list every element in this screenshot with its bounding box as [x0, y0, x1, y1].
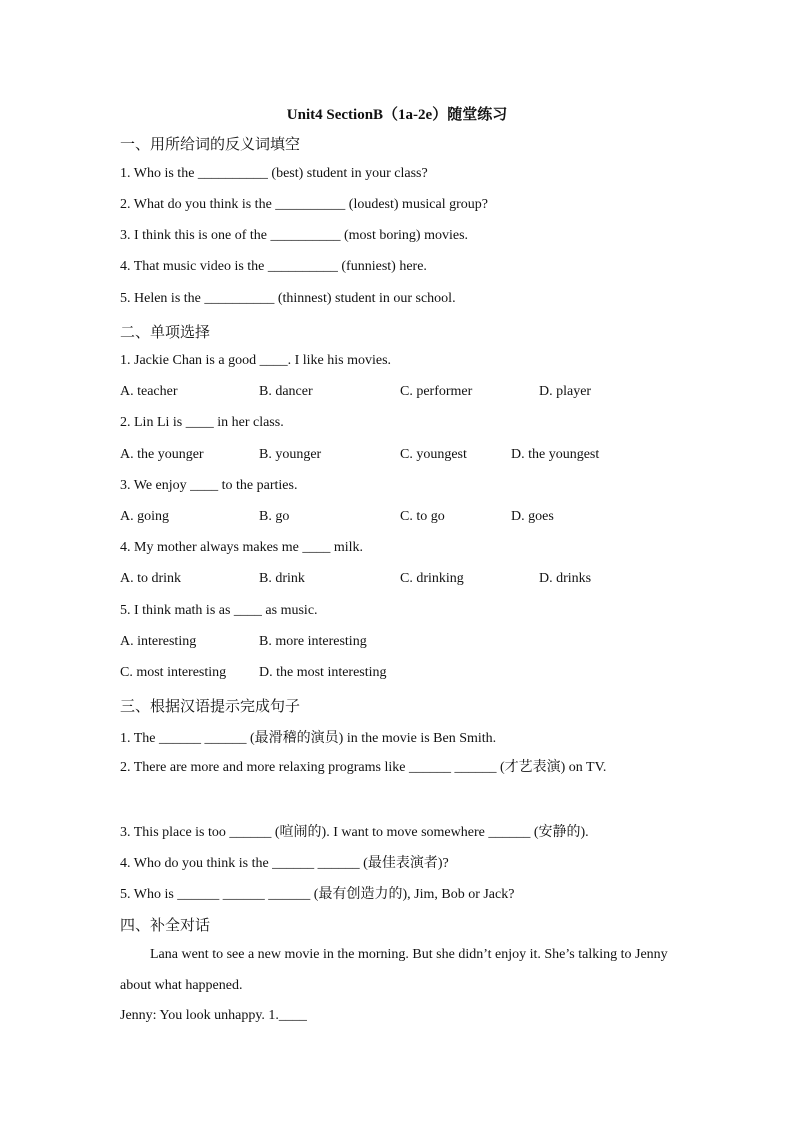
mc3-option-a: A. going: [120, 509, 169, 524]
mc3-option-c: C. to go: [400, 509, 445, 524]
mc2-option-c: C. youngest: [400, 447, 467, 462]
mc2-option-b: B. younger: [259, 447, 322, 462]
mc3-option-b: B. go: [259, 509, 290, 524]
translation-item-4: 4. Who do you think is the ______ ______ (最佳表演者)?: [120, 856, 449, 871]
mc4-option-b: B. drink: [259, 571, 305, 586]
mc-question-3: 3. We enjoy ____ to the parties.: [120, 478, 298, 493]
mc1-option-c: C. performer: [400, 384, 473, 399]
dialog-intro-paragraph: Lana went to see a new movie in the morning. But she didn’t enjoy it. She’s talking to Jenny about what happened.: [120, 947, 668, 993]
mc4-option-c: C. drinking: [400, 571, 464, 586]
mc4-option-a: A. to drink: [120, 571, 182, 586]
mc-question-1: 1. Jackie Chan is a good ____. I like his movies.: [120, 353, 392, 368]
antonym-item-5: 5. Helen is the __________ (thinnest) student in our school.: [120, 291, 456, 306]
translation-item-2: 2. There are more and more relaxing programs like ______ ______ (才艺表演) on TV.: [120, 760, 607, 775]
antonym-item-4: 4. That music video is the __________ (funniest) here.: [120, 259, 427, 274]
antonym-item-2: 2. What do you think is the __________ (loudest) musical group?: [120, 197, 488, 212]
mc4-option-d: D. drinks: [539, 571, 592, 586]
section-heading-translation: 三、根据汉语提示完成句子: [120, 697, 301, 715]
antonym-item-1: 1. Who is the __________ (best) student in your class?: [120, 166, 428, 181]
mc1-option-a: A. teacher: [120, 384, 178, 399]
mc5-option-a: A. interesting: [120, 634, 197, 649]
mc1-option-b: B. dancer: [259, 384, 313, 399]
mc5-option-c: C. most interesting: [120, 665, 227, 680]
translation-item-3: 3. This place is too ______ (喧闹的). I want to move somewhere ______ (安静的).: [120, 825, 589, 840]
section-heading-multiple-choice: 二、单项选择: [120, 323, 211, 341]
mc5-option-b: B. more interesting: [259, 634, 367, 649]
mc2-option-d: D. the youngest: [511, 447, 600, 462]
mc5-option-d: D. the most interesting: [259, 665, 387, 680]
translation-item-5: 5. Who is ______ ______ ______ (最有创造力的), Jim, Bob or Jack?: [120, 887, 515, 902]
mc-question-2: 2. Lin Li is ____ in her class.: [120, 415, 284, 430]
mc3-option-d: D. goes: [511, 509, 554, 524]
antonym-item-3: 3. I think this is one of the __________ (most boring) movies.: [120, 228, 469, 243]
dialog-line-1: Jenny: You look unhappy. 1.____: [120, 1008, 307, 1023]
section-heading-dialog: 四、补全对话: [120, 916, 211, 934]
mc2-option-a: A. the younger: [120, 447, 204, 462]
mc-question-4: 4. My mother always makes me ____ milk.: [120, 540, 364, 555]
translation-item-1: 1. The ______ ______ (最滑稽的演员) in the movie is Ben Smith.: [120, 731, 497, 746]
mc1-option-d: D. player: [539, 384, 592, 399]
mc-question-5: 5. I think math is as ____ as music.: [120, 603, 318, 618]
section-heading-antonyms: 一、用所给词的反义词填空: [120, 135, 301, 153]
worksheet-title: Unit4 SectionB（1a-2e）随堂练习: [286, 107, 508, 123]
